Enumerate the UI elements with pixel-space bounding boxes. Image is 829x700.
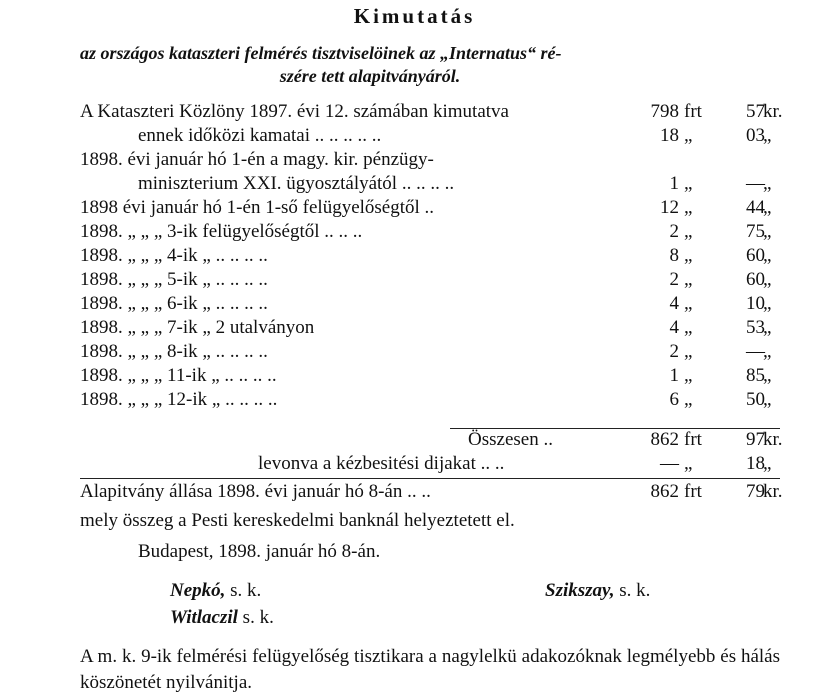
ledger-row-unit: „ (684, 293, 693, 314)
document-subtitle (80, 42, 780, 88)
signature-3 (170, 607, 274, 629)
ledger-row-unit: „ (684, 317, 693, 338)
ledger-row-label: 1898. „ „ „ 8-ik „ .. .. .. .. (80, 341, 268, 362)
ledger-row (0, 100, 829, 124)
balance-row (0, 480, 829, 504)
ledger-row-amount: 798 (650, 101, 679, 122)
signature-3-suffix: s. k. (242, 607, 274, 628)
ledger-row-kr-unit: kr. (763, 101, 783, 122)
ledger-row-amount: 18 (660, 125, 679, 146)
ledger-row (0, 148, 829, 172)
deduction-amount: — (660, 453, 679, 474)
signature-2-suffix: s. k. (619, 580, 651, 601)
ledger-row (0, 364, 829, 388)
ledger-row-kr-unit: „ (763, 221, 772, 242)
deposit-note: mely összeg a Pesti kereskedelmi banknál helyeztetett el. (80, 510, 515, 531)
ledger-row-label: 1898. „ „ „ 3-ik felügyelőségtől .. .. .. (80, 221, 363, 242)
ledger-row-kr: 85 (746, 365, 765, 386)
ledger-row-unit: „ (684, 341, 693, 362)
ledger-row-kr: 10 (746, 293, 765, 314)
ledger-row-kr: 50 (746, 389, 765, 410)
ledger-row-kr-unit: „ (763, 269, 772, 290)
ledger-row-kr: — (746, 173, 765, 194)
ledger-row-label: 1898. évi január hó 1-én a magy. kir. pénzügy- (80, 149, 434, 170)
ledger-row-kr-unit: „ (763, 125, 772, 146)
ledger-row-kr-unit: „ (763, 317, 772, 338)
ledger-row-label: 1898. „ „ „ 4-ik „ .. .. .. .. (80, 245, 268, 266)
total-unit: frt (684, 429, 702, 450)
ledger-row (0, 268, 829, 292)
place-date: Budapest, 1898. január hó 8-án. (138, 541, 381, 562)
ledger-row-kr-unit: „ (763, 197, 772, 218)
signature-3-name: Witlaczil (170, 607, 238, 628)
ledger-row-kr-unit: „ (763, 245, 772, 266)
total-kr-unit: kr. (763, 429, 783, 450)
subtitle-line-1: az országos kataszteri felmérés tisztviselöinek az „Internatus“ ré- (80, 43, 562, 63)
ledger-row-kr: 57 (746, 101, 765, 122)
ledger-row-unit: „ (684, 197, 693, 218)
balance-rule (80, 478, 780, 479)
signature-2-name: Szikszay, (545, 580, 615, 601)
ledger-row-amount: 4 (669, 293, 679, 314)
deduction-kr: 18 (746, 453, 765, 474)
ledger-row-kr: — (746, 341, 765, 362)
deduction-label: levonva a kézbesitési dijakat .. .. (258, 453, 505, 474)
signature-1 (170, 580, 261, 602)
ledger-row-label: ennek időközi kamatai .. .. .. .. .. (138, 125, 382, 146)
ledger-row-unit: frt (684, 101, 702, 122)
ledger-row (0, 196, 829, 220)
ledger-row-unit: „ (684, 365, 693, 386)
signature-1-suffix: s. k. (230, 580, 262, 601)
ledger-row-kr: 60 (746, 245, 765, 266)
ledger-row-amount: 12 (660, 197, 679, 218)
ledger-row-amount: 2 (669, 341, 679, 362)
ledger-row-kr: 53 (746, 317, 765, 338)
ledger-row-amount: 2 (669, 269, 679, 290)
ledger-row (0, 340, 829, 364)
signature-1-name: Nepkó, (170, 580, 226, 601)
ledger-row-label: 1898. „ „ „ 11-ik „ .. .. .. .. (80, 365, 277, 386)
ledger-row-unit: „ (684, 269, 693, 290)
ledger-row-kr: 03 (746, 125, 765, 146)
ledger-row-amount: 8 (669, 245, 679, 266)
ledger-row-kr: 75 (746, 221, 765, 242)
ledger-row-kr-unit: „ (763, 173, 772, 194)
ledger-row-amount: 1 (669, 173, 679, 194)
document-title: Kimutatás (353, 4, 476, 28)
ledger-row-amount: 4 (669, 317, 679, 338)
ledger-row-kr: 44 (746, 197, 765, 218)
ledger-row-label: 1898. „ „ „ 12-ik „ .. .. .. .. (80, 389, 278, 410)
deduction-unit: „ (684, 453, 693, 474)
ledger-row-label: miniszterium XXI. ügyosztályától .. .. .. .. (138, 173, 455, 194)
ledger-row-kr-unit: „ (763, 293, 772, 314)
balance-amount: 862 (650, 481, 679, 502)
ledger-row-kr-unit: „ (763, 341, 772, 362)
balance-kr-unit: kr. (763, 481, 783, 502)
ledger-row-amount: 1 (669, 365, 679, 386)
ledger-row-amount: 6 (669, 389, 679, 410)
ledger-row-unit: „ (684, 125, 693, 146)
ledger-row-label: 1898. „ „ „ 7-ik „ 2 utalványon (80, 317, 315, 338)
ledger-row-label: 1898 évi január hó 1-én 1-ső felügyelőségtől .. (80, 197, 435, 218)
footer-acknowledgement: A m. k. 9-ik felmérési felügyelőség tisztikara a nagylelkü adakozóknak legmélyebb és hálás köszönetét nyilvánitja. (80, 646, 780, 693)
ledger-row-kr: 60 (746, 269, 765, 290)
signature-2 (545, 580, 650, 602)
ledger-row-unit: „ (684, 173, 693, 194)
ledger-row-kr-unit: „ (763, 389, 772, 410)
total-label: Összesen .. (468, 429, 553, 450)
ledger-row (0, 316, 829, 340)
deduction-kr-unit: „ (763, 453, 772, 474)
ledger-row-unit: „ (684, 221, 693, 242)
ledger-row-label: 1898. „ „ „ 5-ik „ .. .. .. .. (80, 269, 268, 290)
ledger-row (0, 172, 829, 196)
ledger-row-label: A Kataszteri Közlöny 1897. évi 12. számában kimutatva (80, 101, 509, 122)
balance-unit: frt (684, 481, 702, 502)
ledger-row (0, 220, 829, 244)
balance-label: Alapitvány állása 1898. évi január hó 8-án .. .. (80, 481, 431, 502)
total-amount: 862 (650, 429, 679, 450)
ledger-row (0, 292, 829, 316)
ledger-row (0, 244, 829, 268)
ledger-row (0, 388, 829, 412)
ledger-row (0, 124, 829, 148)
ledger-row-label: 1898. „ „ „ 6-ik „ .. .. .. .. (80, 293, 268, 314)
ledger-row-kr-unit: „ (763, 365, 772, 386)
subtitle-line-2: szére tett alapitványáról. (279, 66, 461, 86)
deduction-row (0, 452, 829, 476)
ledger-row-unit: „ (684, 245, 693, 266)
total-kr: 97 (746, 429, 765, 450)
balance-kr: 79 (746, 481, 765, 502)
ledger-row-unit: „ (684, 389, 693, 410)
ledger-row-amount: 2 (669, 221, 679, 242)
total-row (0, 428, 829, 452)
